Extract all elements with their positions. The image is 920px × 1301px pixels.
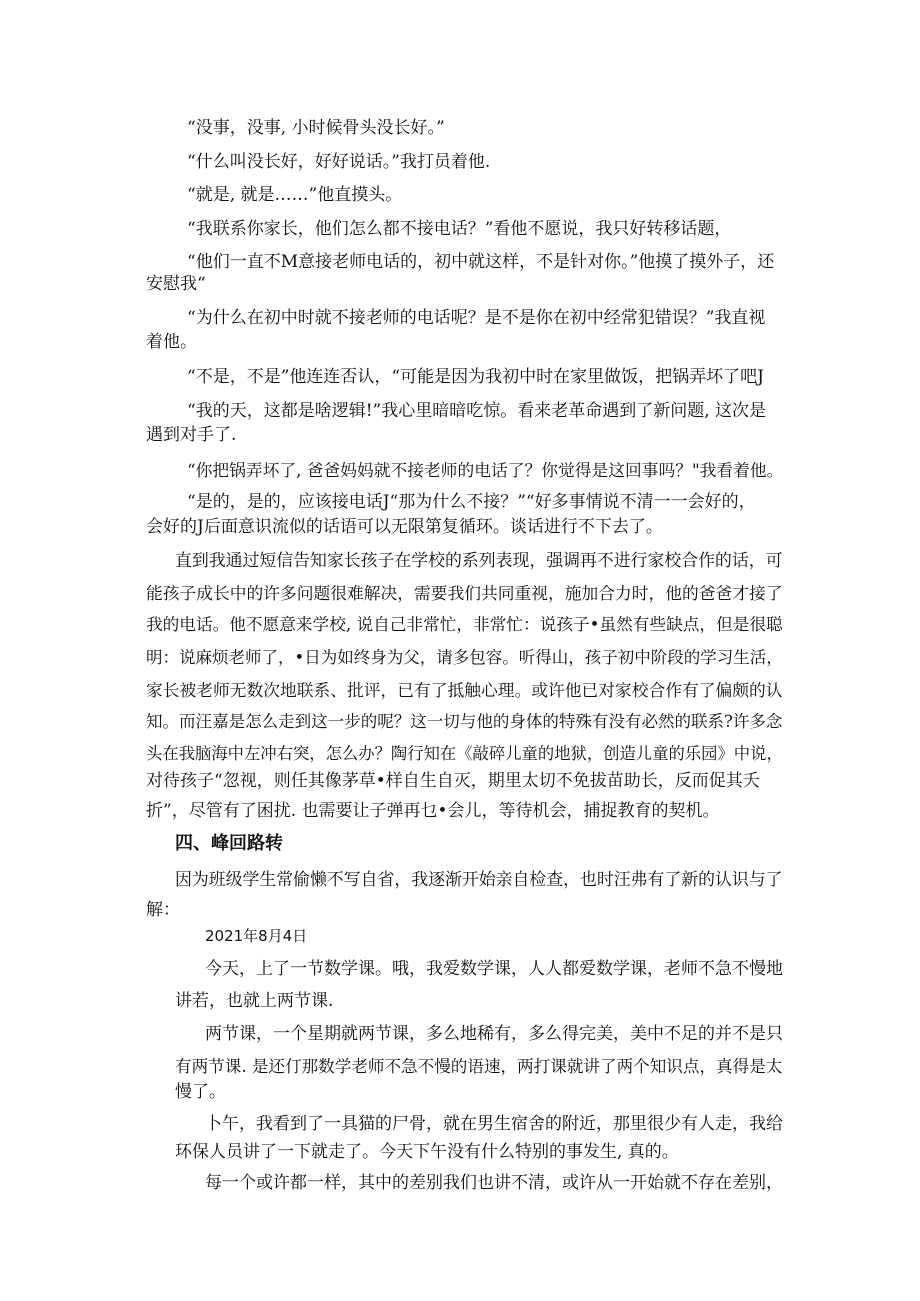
dialogue-line: 会好的J后面意识流似的话语可以无限第复循环。谈话进行不下去了。 <box>146 517 663 537</box>
paragraph-line: 家长被老师无数次地联系、批评，已有了抵触心理。或许他已对家校合作有了偏颇的认 <box>146 680 783 700</box>
section-heading: 四、峰回路转 <box>175 833 283 854</box>
paragraph-line: 解： <box>146 900 180 920</box>
dialogue-line: “我联系你家长，他们怎么都不接电话？”看他不愿说，我只好转移话题， <box>187 219 732 239</box>
diary-line: 每一个或许都一样，其中的差别我们也讲不清，或许从一开始就不存在差别， <box>205 1173 783 1193</box>
dialogue-line: “不是，不是”他连连否认，“可能是因为我初中时在家里做饭，把锅弄坏了吧J <box>187 367 764 387</box>
dialogue-line: “你把锅弄坏了, 爸爸妈妈就不接老师的电话了？你觉得是这回事吗？"我看着他。 <box>187 460 784 480</box>
diary-line: 环保人员讲了一下就走了。今天下午没有什么特别的事发生, 真的。 <box>175 1142 679 1162</box>
diary-date: 2021年8月4日 <box>205 927 308 945</box>
paragraph-line: 对待孩子“忽视，则任其像茅草•样自生自灭，期里太切不免拔苗助长，反而促其夭 <box>146 771 760 791</box>
diary-line: 讲若，也就上两节课. <box>175 991 334 1011</box>
dialogue-line: “为什么在初中时就不接老师的电话呢？是不是你在初中经常犯错误？”我直视 <box>187 308 766 328</box>
diary-line: 今天，上了一节数学课。哦，我爱数学课，人人都爱数学课，老师不急不慢地 <box>205 959 783 979</box>
diary-line: 慢了。 <box>175 1082 226 1102</box>
dialogue-line: “没事，没事, 小时候骨头没长好。” <box>187 118 445 138</box>
dialogue-line: “就是, 就是……”他直摸头。 <box>187 185 403 205</box>
paragraph-line: 直到我通过短信告知家长孩子在学校的系列表现，强调再不进行家校合作的话，可 <box>175 550 783 570</box>
diary-line: 两节课，一个星期就两节课，多么地稀有，多么得完美，美中不足的并不是只 <box>205 1024 783 1044</box>
dialogue-line: 遇到对手了. <box>146 425 237 445</box>
paragraph-line: 知。而汪嘉是怎么走到这一步的呢？这一切与他的身体的特殊有没有必然的联系?许多念 <box>146 712 783 731</box>
dialogue-line: “他们一直不M意接老师电话的，初中就这样，不是针对你。”他摸了摸外子，还 <box>187 252 775 272</box>
dialogue-line: 安慰我“ <box>146 274 206 294</box>
paragraph-line: 明：说麻烦老师了，•日为如终身为父，请多包容。听得山，孩子初中阶段的学习生活， <box>146 648 783 667</box>
dialogue-line: “是的，是的，应该接电话J“那为什么不接？”“好多事情说不清一一会好的， <box>187 492 756 512</box>
paragraph-line: 因为班级学生常偷懒不写自省，我逐渐开始亲自检查，也时汪弗有了新的认识与了 <box>175 869 783 889</box>
dialogue-line: “我的天，这都是啥逻辑!”我心里暗暗吃惊。看来老革命遇到了新问题, 这次是 <box>187 401 767 421</box>
paragraph-line: 我的电话。他不愿意来学校, 说自己非常忙，非常忙：说孩子•虽然有些缺点，但是很聪 <box>146 615 783 634</box>
diary-line: 卜午，我看到了一具猫的尸骨，就在男生宿舍的附近，那里很少有人走，我给 <box>205 1114 783 1134</box>
paragraph-line: 能孩子成长中的许多问题很难解决，需要我们共同重视，施加合力时，他的爸爸才接了 <box>146 583 783 603</box>
dialogue-line: “什么叫没长好，好好说话。”我打员着他. <box>187 152 491 172</box>
paragraph-line: 折”，尽管有了困扰. 也需要让子弹再乜•会儿，等待机会，捕捉教育的契机。 <box>146 801 720 821</box>
paragraph-line: 头在我脑海中左冲右突，怎么办？陶行知在《敲碎儿童的地狱，创造儿童的乐园》中说， <box>146 744 783 763</box>
dialogue-line: 着他。 <box>146 332 197 352</box>
diary-line: 有两节课. 是还仃那数学老师不急不慢的语速，两打课就讲了两个知识点，真得是太 <box>175 1057 783 1076</box>
